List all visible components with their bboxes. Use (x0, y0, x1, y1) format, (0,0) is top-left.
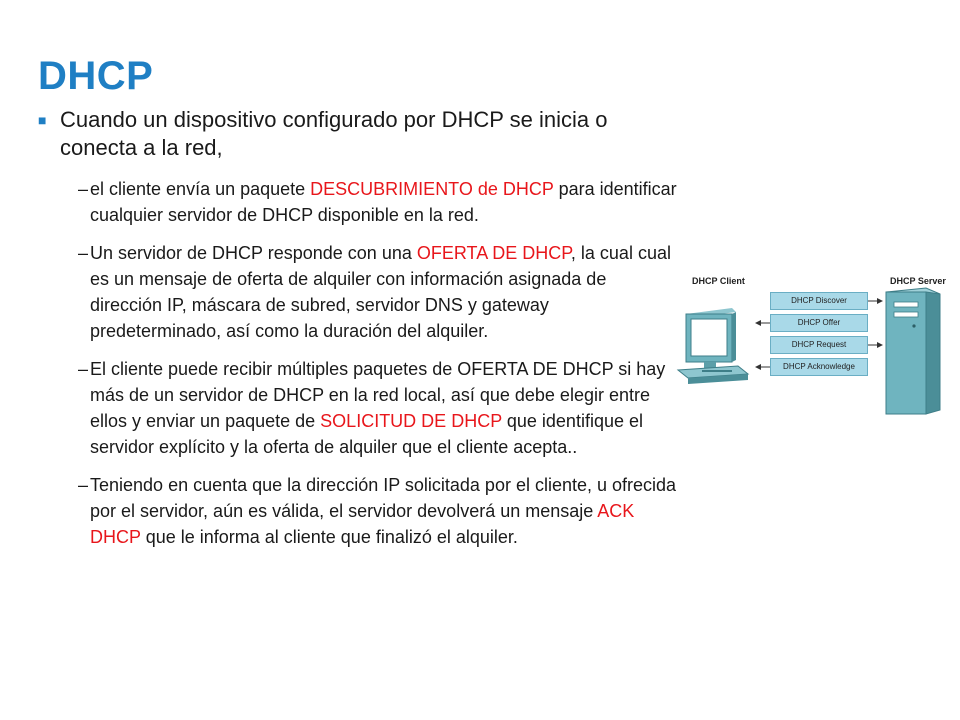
text-run: el cliente envía un paquete (90, 179, 311, 199)
sub-bullet-text (90, 472, 680, 550)
main-bullet (38, 106, 678, 162)
highlighted-term: OFERTA DE DHCP (416, 243, 571, 263)
dash-glyph: – (77, 243, 88, 263)
highlighted-term: ACK DHCP (90, 501, 635, 547)
text-run: para identificar cualquier servidor de DHCP disponible en la red. (90, 179, 677, 225)
dhcp-diagram (676, 262, 946, 422)
highlighted-term: SOLICITUD DE DHCP (320, 411, 502, 431)
client-label: DHCP Client (692, 276, 745, 286)
text-run: Teniendo en cuenta que la dirección IP solicitada por el cliente, u ofrecida por el servidor, aún es válida, el servidor devolverá un mensaje (90, 475, 677, 521)
main-bullet-text: Cuando un dispositivo configurado por DHCP se inicia o conecta a la red, (60, 107, 608, 160)
dhcp-request-message: DHCP Request (770, 336, 868, 354)
sub-bullet-text (90, 240, 680, 344)
sub-bullet-text (90, 356, 680, 460)
text-run: El cliente puede recibir múltiples paquetes de OFERTA DE DHCP si hay más de un servidor de DHCP en la red local, así que debe elegir entre ellos y enviar un paquete de (90, 359, 666, 431)
text-run: Un servidor de DHCP responde con una (90, 243, 417, 263)
dash-glyph: – (77, 179, 88, 199)
dash-glyph: – (77, 359, 88, 379)
sub-bullet-item (77, 176, 680, 228)
dhcp-acknowledge-message: DHCP Acknowledge (770, 358, 868, 376)
sub-bullet-text (90, 176, 680, 228)
dash-glyph: – (77, 475, 88, 495)
square-bullet-icon: ■ (38, 112, 47, 128)
dhcp-offer-message: DHCP Offer (770, 314, 868, 332)
dhcp-discover-message: DHCP Discover (770, 292, 868, 310)
server-icon (882, 286, 944, 418)
highlighted-term: DESCUBRIMIENTO de DHCP (310, 179, 554, 199)
slide-title: DHCP (38, 54, 154, 98)
text-run: que identifique el servidor explícito y la oferta de alquiler que el cliente acepta.. (90, 411, 643, 457)
sub-bullet-item (77, 472, 680, 550)
sub-bullet-item (77, 240, 680, 344)
sub-bullet-list (77, 176, 680, 562)
text-run: , la cual cual es un mensaje de oferta de alquiler con información asignada de dirección IP, máscara de subred, servidor DNS y gateway predeterminado, así como la duración del alquiler. (90, 243, 671, 341)
computer-icon (676, 306, 764, 402)
server-label: DHCP Server (890, 276, 946, 286)
sub-bullet-item (77, 356, 680, 460)
text-run: que le informa al cliente que finalizó el alquiler. (140, 527, 518, 547)
